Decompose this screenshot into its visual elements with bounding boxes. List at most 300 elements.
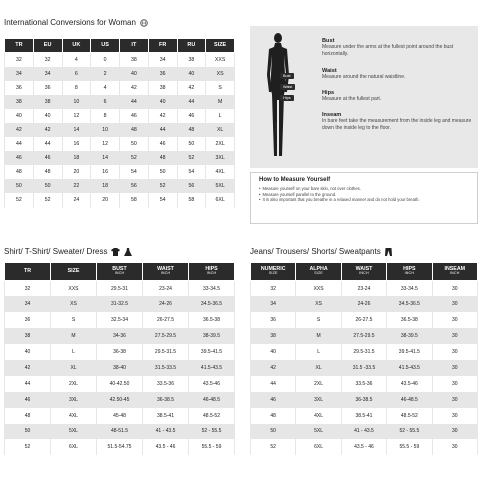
table-cell: 36.5-38 [189,312,235,328]
table-cell: 38-40 [97,360,143,376]
table-row [251,408,478,424]
table-cell: 4 [91,81,120,95]
table-cell: 26-27.5 [341,312,386,328]
table-cell: 48 [177,123,206,137]
table-cell: 2 [91,67,120,81]
table-cell: 50 [5,179,34,193]
table-row [5,360,235,376]
table-cell: 32 [33,53,62,67]
column-header-unit: INCH [404,271,415,276]
table-cell: L [296,344,341,360]
table-cell: 30 [432,376,477,392]
how-to-tip: • Measure yourself parallel to the ground. [259,192,469,198]
table-cell: 48-51.5 [97,424,143,440]
column-header-label: INSEAM [444,265,466,272]
bust-marker: Bust [280,73,294,79]
table-cell: 22 [62,179,91,193]
table-cell: 42 [177,81,206,95]
table-cell: 50 [5,424,51,440]
table-cell: 36-38.5 [341,392,386,408]
table-cell: 30 [432,344,477,360]
measure-waist [322,68,474,81]
column-header-unit: SIZE [314,271,323,276]
table-row [251,328,478,344]
table-cell: 46 [251,392,296,408]
table-cell: 44 [5,376,51,392]
column-header-unit: INCH [206,271,217,276]
table-row [5,81,235,95]
table-cell: 38.5-41 [143,408,189,424]
column-header-unit: INCH [160,271,171,276]
table-cell: M [206,95,235,109]
table-cell: 38.5-41 [341,408,386,424]
table-cell: 18 [91,179,120,193]
how-to-title: How to Measure Yourself [259,177,331,183]
table-cell: 30 [432,408,477,424]
table-cell: 46 [5,392,51,408]
table-cell: 58 [177,193,206,207]
table-cell: 45-48 [97,408,143,424]
how-to-list [259,186,469,203]
table-cell: 40 [5,344,51,360]
column-header [387,263,432,281]
table-cell: 20 [91,193,120,207]
table-cell: 4XL [296,408,341,424]
table-cell: 40 [5,109,34,123]
table-row [5,344,235,360]
table-cell: M [51,328,97,344]
table-cell: 36 [33,81,62,95]
table-cell: 40 [33,109,62,123]
table-cell: 30 [432,312,477,328]
table-row [251,392,478,408]
measure-inseam-title: Inseam [322,112,342,118]
table-cell: 55.5 - 59 [387,439,432,455]
table-cell: XXS [51,281,97,297]
column-header: IT [120,39,149,53]
table-cell: 31.5-33.5 [143,360,189,376]
table-cell: 48 [5,408,51,424]
table-cell: 54 [120,165,149,179]
table-cell: 42 [120,81,149,95]
table-cell: 34.5-36.5 [189,296,235,312]
table-cell: 42 [33,123,62,137]
table-cell: 26-27.5 [143,312,189,328]
table-row [5,392,235,408]
column-header-label: ALPHA [309,265,328,272]
table-cell: 56 [177,179,206,193]
table-cell: 3XL [206,151,235,165]
table-cell: 34 [5,296,51,312]
table-cell: 34 [5,67,34,81]
column-header: TR [5,39,34,53]
table-cell: 23-24 [341,281,386,297]
column-header: FR [148,39,177,53]
table-cell: 52 [5,193,34,207]
table-cell: 29.5-31.5 [143,344,189,360]
table-cell: 32 [251,281,296,297]
table-cell: 4XL [206,165,235,179]
conversions-table [4,38,235,208]
table-cell: 41 - 43.5 [341,424,386,440]
table-cell: 52 - 55.5 [387,424,432,440]
table-cell: XS [296,296,341,312]
table-cell: 0 [91,53,120,67]
table-cell: XL [296,360,341,376]
table-cell: 42 [251,360,296,376]
table-cell: 38 [177,53,206,67]
table-cell: 16 [91,165,120,179]
table-cell: 30 [432,424,477,440]
table-cell: 46-48.5 [189,392,235,408]
table-cell: 38 [5,328,51,344]
table-cell: 34-36 [97,328,143,344]
conversions-title [4,18,148,27]
table-cell: 50 [33,179,62,193]
table-cell: 36 [5,81,34,95]
table-cell: 24-26 [143,296,189,312]
table-cell: 33.5-36 [341,376,386,392]
table-cell: XS [51,296,97,312]
table-row [5,376,235,392]
table-cell: 44 [33,137,62,151]
table-cell: 42 [148,109,177,123]
table-cell: S [206,81,235,95]
table-cell: 58 [120,193,149,207]
table-cell: 32 [5,53,34,67]
table-cell: 52 [5,439,51,455]
table-cell: 36-38 [97,344,143,360]
table-cell: 31.5 -33.5 [341,360,386,376]
measure-inseam-desc: In bare feet take the measurement from the inside leg and measure down the inside leg to the floor. [322,118,472,131]
table-cell: 4XL [51,408,97,424]
column-header-label: HIPS [205,265,218,272]
table-cell: 34 [33,67,62,81]
table-cell: 55.5 - 59 [189,439,235,455]
column-header [5,263,51,281]
table-row [251,344,478,360]
table-cell: M [296,328,341,344]
column-header-unit: INCH [114,271,125,276]
table-cell: 33-34.5 [189,281,235,297]
bottoms-title-text: Jeans/ Trousers/ Shorts/ Sweatpants [250,247,381,256]
column-header-label: SIZE [67,267,80,274]
table-cell: 30 [432,281,477,297]
table-cell: 24 [62,193,91,207]
table-cell: 44 [148,123,177,137]
column-header [432,263,477,281]
measure-hips-desc: Measure at the fullest part. [322,96,382,102]
table-cell: 34 [251,296,296,312]
table-cell: 56 [120,179,149,193]
table-cell: 48 [251,408,296,424]
table-cell: 43.5 - 46 [143,439,189,455]
table-cell: XXS [206,53,235,67]
column-header-label: WAIST [355,265,373,272]
table-cell: 50 [148,165,177,179]
column-header [251,263,296,281]
table-cell: 5XL [206,179,235,193]
table-row [5,281,235,297]
table-cell: 46-48.5 [387,392,432,408]
table-cell: 30 [432,392,477,408]
table-cell: 33-34.5 [387,281,432,297]
table-row [5,439,235,455]
table-cell: 46 [148,137,177,151]
bottoms-title [250,247,392,256]
table-cell: 48.5-52 [189,408,235,424]
table-cell: 48 [33,165,62,179]
table-cell: 2XL [51,376,97,392]
measure-hips [322,90,474,103]
table-cell: 46 [33,151,62,165]
table-cell: 29.5-31 [97,281,143,297]
table-cell: 52 [148,179,177,193]
table-cell: XL [51,360,97,376]
table-cell: 34.5-36.5 [387,296,432,312]
table-cell: 24-26 [341,296,386,312]
conversions-title-text: International Conversions for Woman [4,18,136,27]
table-cell: 42 [5,123,34,137]
measure-bust [322,38,474,57]
table-cell: 27.5-29.5 [341,328,386,344]
table-cell: 38 [120,53,149,67]
tops-title-text: Shirt/ T-Shirt/ Sweater/ Dress [4,247,108,256]
table-cell: 29.5-31.5 [341,344,386,360]
table-cell: 52 [251,439,296,455]
tops-header-row [5,263,235,281]
table-cell: 6 [91,95,120,109]
table-row [5,123,235,137]
table-cell: 48 [5,165,34,179]
table-cell: 8 [62,81,91,95]
column-header-label: TR [23,267,32,274]
conversions-header-row [5,39,235,53]
table-cell: 48 [120,123,149,137]
table-cell: 41.5-43.5 [189,360,235,376]
table-cell: 4 [62,53,91,67]
table-cell: 39.5-41.5 [189,344,235,360]
table-row [251,312,478,328]
bottoms-header-row [251,263,478,281]
table-row [5,165,235,179]
table-cell: L [51,344,97,360]
table-cell: 12 [91,137,120,151]
table-cell: 48.5-52 [387,408,432,424]
hips-marker: Hips [280,95,294,101]
column-header-unit: SIZE [268,271,278,276]
table-cell: 40-42.50 [97,376,143,392]
table-row [5,67,235,81]
table-cell: 30 [432,296,477,312]
table-cell: 44 [5,137,34,151]
table-cell: 2XL [296,376,341,392]
column-header-label: HIPS [403,265,416,272]
table-cell: 44 [177,95,206,109]
trousers-icon [385,248,392,256]
column-header-label: WAIST [157,265,174,272]
table-cell: 20 [62,165,91,179]
table-cell: 5XL [51,424,97,440]
table-cell: 43.5 - 46 [341,439,386,455]
table-cell: 38 [148,81,177,95]
table-cell: 30 [432,360,477,376]
table-row [5,312,235,328]
table-cell: 40 [148,95,177,109]
column-header [296,263,341,281]
table-cell: 36 [5,312,51,328]
table-cell: 10 [91,123,120,137]
table-cell: 43.5-46 [387,376,432,392]
table-cell: 38-39.5 [189,328,235,344]
table-row [5,151,235,165]
table-cell: 42.50-45 [97,392,143,408]
table-cell: 23-24 [143,281,189,297]
table-cell: 30 [432,328,477,344]
column-header: RU [177,39,206,53]
table-cell: 40 [120,67,149,81]
inseam-marker: Inseam [274,122,278,134]
shirt-icon [111,248,120,256]
table-cell: 46 [120,109,149,123]
table-cell: 14 [62,123,91,137]
column-header: SIZE [206,39,235,53]
table-cell: 41.5-43.5 [387,360,432,376]
table-cell: 44 [251,376,296,392]
table-cell: 46 [177,109,206,123]
measure-waist-title: Waist [322,68,337,74]
table-cell: 54 [148,193,177,207]
table-cell: 44 [120,95,149,109]
table-cell: XS [206,67,235,81]
table-cell: 27.5-29.5 [143,328,189,344]
bottoms-size-table [250,262,478,455]
tops-title [4,247,132,256]
table-row [251,281,478,297]
column-header-unit: INCH [449,271,460,276]
table-cell: 51.5-54.75 [97,439,143,455]
table-cell: XXS [296,281,341,297]
column-header [341,263,386,281]
table-cell: 31-32.5 [97,296,143,312]
table-cell: 6XL [51,439,97,455]
table-cell: S [51,312,97,328]
table-row [5,328,235,344]
table-row [251,424,478,440]
table-cell: 41 - 43.5 [143,424,189,440]
measure-bust-title: Bust [322,38,335,44]
table-row [5,137,235,151]
table-cell: 32 [5,281,51,297]
table-cell: 43.5-46 [189,376,235,392]
table-cell: 6XL [206,193,235,207]
column-header [97,263,143,281]
how-to-measure-box [250,172,478,224]
table-cell: 39.5-41.5 [387,344,432,360]
measure-inseam [322,112,474,131]
table-cell: 36 [148,67,177,81]
column-header [51,263,97,281]
table-cell: 34 [148,53,177,67]
measure-guide-panel [250,26,478,168]
table-cell: 52 [33,193,62,207]
column-header [143,263,189,281]
table-cell: 50 [120,137,149,151]
table-cell: 30 [432,439,477,455]
table-row [5,193,235,207]
column-header-label: BUST [112,265,127,272]
table-cell: 38 [5,95,34,109]
table-cell: 52 [177,151,206,165]
table-cell: 5XL [296,424,341,440]
tops-size-table [4,262,235,455]
dress-icon [124,248,132,256]
table-row [251,376,478,392]
table-cell: 3XL [296,392,341,408]
table-cell: 3XL [51,392,97,408]
table-cell: 6XL [296,439,341,455]
measure-bust-desc: Measure under the arms at the fullest point around the bust horizontally. [322,44,454,57]
column-header: UK [62,39,91,53]
table-cell: 50 [177,137,206,151]
table-cell: 52 - 55.5 [189,424,235,440]
table-cell: 38 [33,95,62,109]
table-cell: 54 [177,165,206,179]
table-cell: 42 [5,360,51,376]
column-header: US [91,39,120,53]
table-row [5,179,235,193]
table-cell: 38-39.5 [387,328,432,344]
table-cell: 36-38.5 [143,392,189,408]
table-cell: 40 [177,67,206,81]
table-cell: 12 [62,109,91,123]
table-cell: 18 [62,151,91,165]
table-cell: 33.5-36 [143,376,189,392]
table-row [5,95,235,109]
table-cell: 38 [251,328,296,344]
column-header [189,263,235,281]
table-cell: 52 [120,151,149,165]
table-cell: 2XL [206,137,235,151]
how-to-tip: • Measure yourself on your bare skin, not over clothes. [259,186,469,192]
table-row [5,424,235,440]
table-cell: S [296,312,341,328]
table-row [5,296,235,312]
table-cell: 36.5-38 [387,312,432,328]
table-row [251,439,478,455]
table-cell: 16 [62,137,91,151]
measure-waist-desc: Measure around the natural waistline. [322,74,406,80]
table-cell: 6 [62,67,91,81]
table-row [5,53,235,67]
waist-marker: Waist [280,84,295,90]
table-cell: 32.5-34 [97,312,143,328]
measure-hips-title: Hips [322,90,335,96]
column-header-label: NUMERIC [260,265,286,272]
table-cell: 50 [251,424,296,440]
table-cell: 14 [91,151,120,165]
table-cell: XL [206,123,235,137]
table-cell: 40 [251,344,296,360]
table-row [5,408,235,424]
table-cell: L [206,109,235,123]
table-row [251,360,478,376]
globe-icon [140,19,148,27]
table-row [5,109,235,123]
table-cell: 36 [251,312,296,328]
how-to-tip: • It is also important that you breathe in a relaxed manner and do not hold your breath. [259,197,469,203]
table-cell: 48 [148,151,177,165]
